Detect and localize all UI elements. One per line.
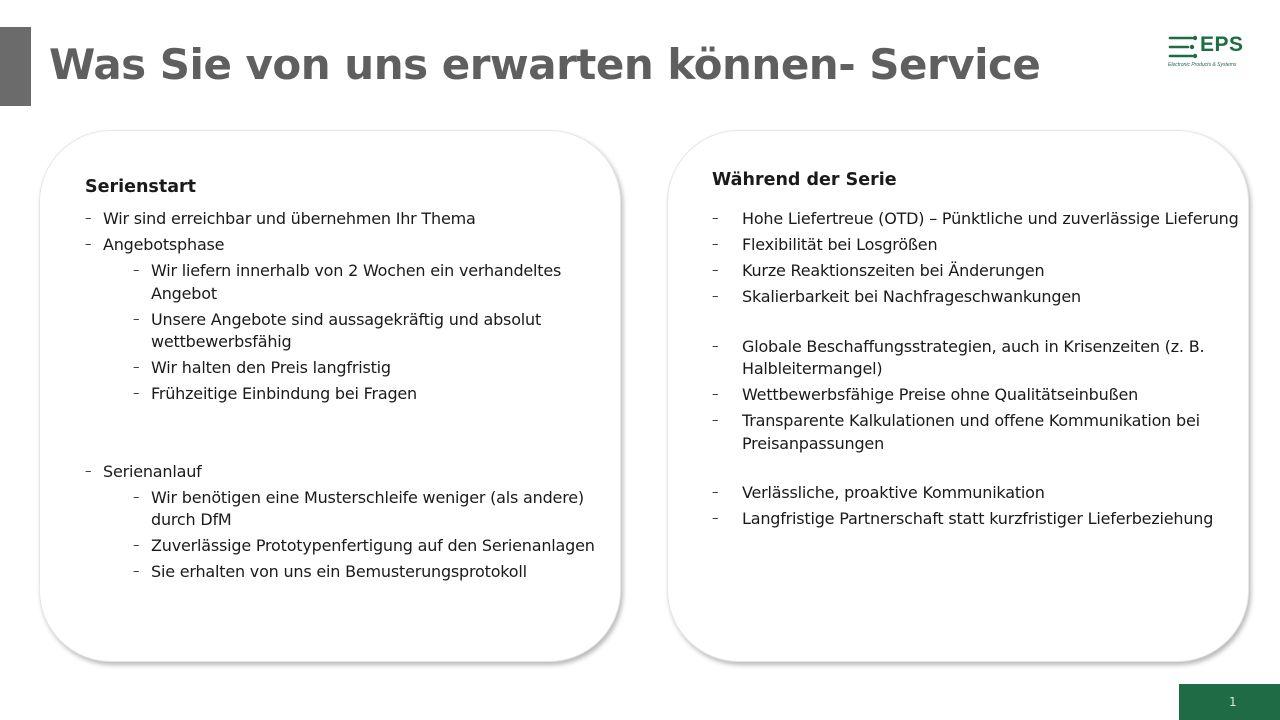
- dash-bullet-icon: –: [133, 538, 140, 553]
- page-number: 1: [1229, 695, 1237, 709]
- dash-bullet-icon: –: [712, 237, 719, 252]
- circuit-lines-icon: [1168, 35, 1198, 61]
- dash-bullet-icon: –: [133, 263, 140, 278]
- serie-list: [712, 208, 1242, 534]
- list-item: – Skalierbarkeit bei Nachfrageschwankungen: [712, 286, 1242, 309]
- dash-bullet-icon: –: [712, 263, 719, 278]
- dash-bullet-icon: –: [712, 511, 719, 526]
- page-title: Was Sie von uns erwarten können- Service: [49, 40, 1041, 89]
- dash-bullet-icon: –: [133, 360, 140, 375]
- serienstart-card: [39, 130, 621, 662]
- dash-bullet-icon: –: [712, 338, 719, 354]
- dash-bullet-icon: –: [85, 211, 92, 226]
- list-item: – Transparente Kalkulationen und offene Kommunikation bei Preisanpassungen: [712, 411, 1200, 453]
- dash-bullet-icon: –: [133, 489, 140, 505]
- waehrend-der-serie-card: [667, 130, 1249, 662]
- dash-bullet-icon: –: [712, 413, 719, 428]
- title-accent-bar: [0, 27, 31, 106]
- list-item: – Verlässliche, proaktive Kommunikation: [712, 482, 1242, 505]
- list-subitem: – Sie erhalten von uns ein Bemusterungsprotokoll: [85, 561, 605, 584]
- card-heading: Serienstart: [85, 177, 197, 197]
- list-item: – Wettbewerbsfähige Preise ohne Qualitätseinbußen: [712, 384, 1242, 407]
- eps-logo: [1168, 33, 1252, 73]
- list-item: – Kurze Reaktionszeiten bei Änderungen: [712, 260, 1242, 283]
- list-subitem: – Wir benötigen eine Musterschleife weniger (als andere) durch DfM: [133, 487, 584, 529]
- serienstart-list: [85, 208, 605, 587]
- list-item: – Flexibilität bei Losgrößen: [712, 234, 1242, 257]
- dash-bullet-icon: –: [712, 211, 719, 226]
- list-item: – Globale Beschaffungsstrategien, auch in Krisenzeiten (z. B. Halbleitermangel): [712, 336, 1205, 378]
- dash-bullet-icon: –: [712, 289, 719, 304]
- list-item: – Hohe Liefertreue (OTD) – Pünktliche und zuverlässige Lieferung: [712, 208, 1242, 231]
- dash-bullet-icon: –: [133, 311, 140, 327]
- dash-bullet-icon: –: [85, 463, 92, 479]
- list-subitem: – Zuverlässige Prototypenfertigung auf den Serienanlagen: [85, 535, 605, 558]
- list-subitem: – Frühzeitige Einbindung bei Fragen: [85, 383, 605, 406]
- list-item: – Langfristige Partnerschaft statt kurzfristiger Lieferbeziehung: [712, 508, 1242, 531]
- list-item: – Serienanlauf: [85, 461, 605, 484]
- dash-bullet-icon: –: [712, 485, 719, 500]
- dash-bullet-icon: –: [133, 564, 140, 579]
- card-heading: Während der Serie: [712, 170, 897, 190]
- logo-text: EPS: [1200, 33, 1244, 56]
- list-subitem: – Unsere Angebote sind aussagekräftig und absolut wettbewerbsfähig: [133, 309, 542, 351]
- list-item: – Angebotsphase: [85, 234, 605, 257]
- list-subitem: – Wir liefern innerhalb von 2 Wochen ein verhandeltes Angebot: [133, 261, 562, 303]
- dash-bullet-icon: –: [133, 386, 140, 401]
- list-subitem: – Wir halten den Preis langfristig: [85, 357, 605, 380]
- dash-bullet-icon: –: [712, 387, 719, 402]
- list-item: – Wir sind erreichbar und übernehmen Ihr Thema: [85, 208, 605, 231]
- logo-subtitle: Electronic Products & Systems: [1168, 62, 1237, 68]
- dash-bullet-icon: –: [85, 237, 92, 252]
